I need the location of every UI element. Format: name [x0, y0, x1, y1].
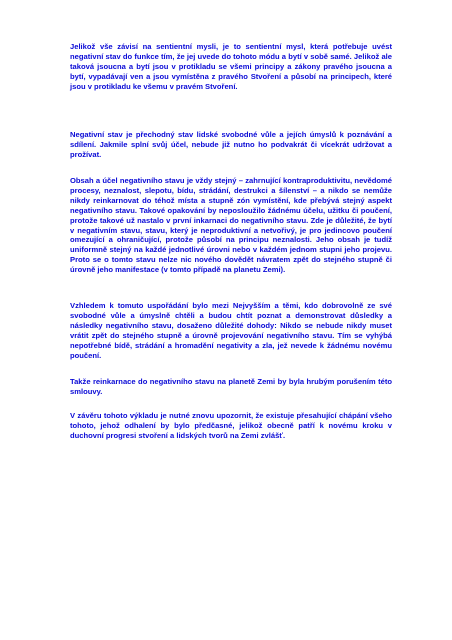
paragraph: Takže reinkarnace do negativního stavu na planetě Zemi by byla hrubým porušením této smlouvy. — [70, 377, 392, 396]
paragraph: Jelikož vše závisí na sentientní mysli, je to sentientní mysl, která potřebuje uvést negativní stav do funkce tím, že jej uvede do tohoto módu a bytí v sobě samé. Jelikož ale taková jsoucna a bytí jsou v protikladu se všemi principy a zákony pravého jsoucna a bytí, vypadávají ven a jsou vymístěna z pravého Stvoření a působí na principech, které jsou v protikladu ke všemu v pravém Stvoření. — [70, 42, 392, 91]
paragraph: Vzhledem k tomuto uspořádání bylo mezi Nejvyšším a těmi, kdo dobrovolně ze své svobodné vůle a úmyslně chtěli a budou chtít poznat a demonstrovat důsledky a následky negativního stavu, dosaženo důležité dohody: Nikdo se nebude nikdy muset vrátit zpět do stejného stupně a úrovně projevování negativního stavu. Tím se vyhýbá nepotřebné bídě, strádání a hromadění negativity a zla, jež nevede k žádnému novému poučení. — [70, 301, 392, 360]
paragraph: Obsah a účel negativního stavu je vždy stejný – zahrnující kontraproduktivitu, nevědomé procesy, neznalost, slepotu, bídu, strádání, destrukci a šílenství – a nikdo se nemůže nikdy reinkarnovat do téhož místa a stupně zón vymístění, kde přebývá stejný aspekt negativního stavu. Takové opakování by neposloužilo žádnému účelu, užitku či poučení, protože takové už nastalo v první inkarnaci do negativního stavu. Zde je důležité, že bytí v negativním stavu, stavu, který je neproduktivní a netvořivý, je pro jedincovo poučení omezující a ohraničující, protože působí na principu neznalosti. Jeho obsah je tudíž uniformně stejný na každé jednotlivé úrovni nebo v každém jednom stupni jeho projevu. Proto se o tomto stavu nelze nic nového dovědět návratem zpět do stejného stupně či úrovně jeho manifestace (v tomto případě na planetu Zemi). — [70, 176, 392, 275]
paragraph: Negativní stav je přechodný stav lidské svobodné vůle a jejích úmyslů k poznávání a sdílení. Jakmile splní svůj účel, nebude již nutno ho podvakrát či vícekrát udržovat a prožívat. — [70, 130, 392, 159]
paragraph: V závěru tohoto výkladu je nutné znovu upozornit, že existuje přesahující chápání všeho tohoto, jehož odhalení by bylo předčasné, jelikož obecně patří k novému kroku v duchovní progresi stvoření a lidských tvorů na Zemi zvlášť. — [70, 411, 392, 440]
